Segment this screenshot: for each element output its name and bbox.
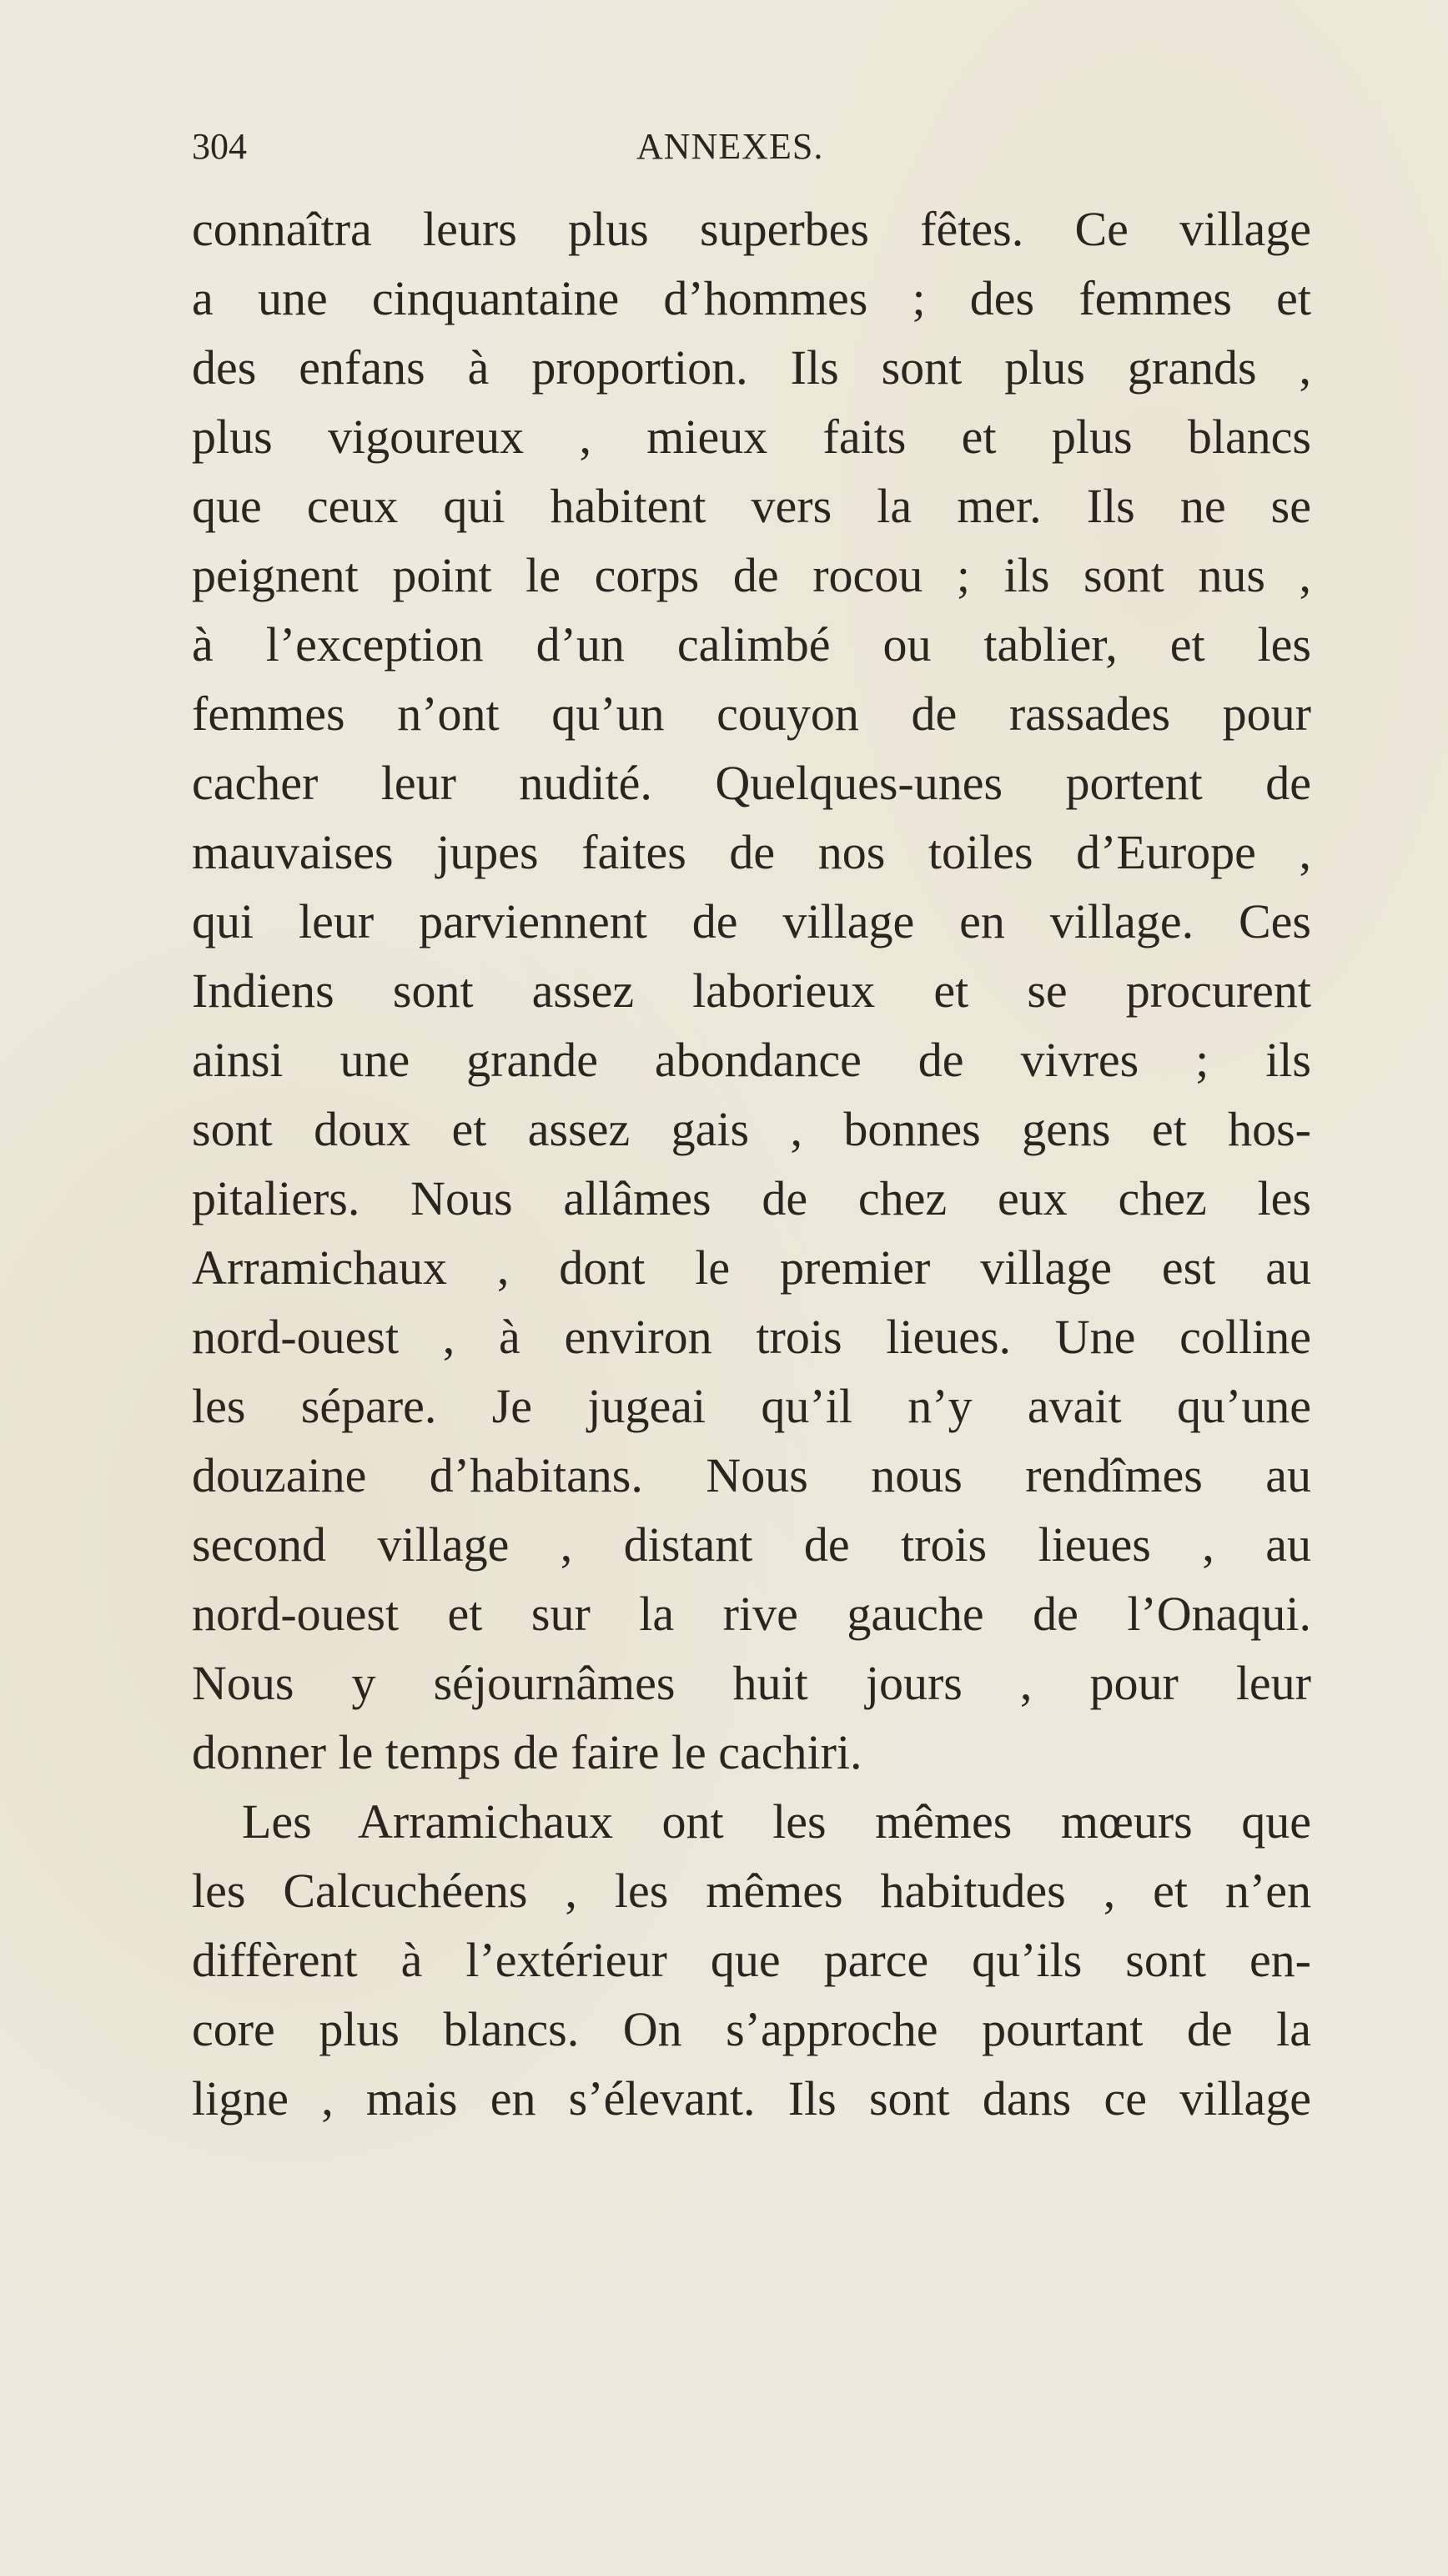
text-line: diffèrent à l’extérieur que parce qu’ils sont en- [192, 1933, 1311, 1987]
body-text [192, 194, 1311, 2133]
text-line: que ceux qui habitent vers la mer. Ils ne se [192, 479, 1311, 533]
text-line: mauvaises jupes faites de nos toiles d’Europe , [192, 825, 1311, 879]
page-header [192, 122, 1311, 172]
text-line: ainsi une grande abondance de vivres ; ils [192, 1033, 1311, 1087]
text-line: a une cinquantaine d’hommes ; des femmes et [192, 271, 1311, 325]
text-line: sont doux et assez gais , bonnes gens et hos- [192, 1102, 1311, 1156]
text-line: connaîtra leurs plus superbes fêtes. Ce village [192, 202, 1311, 256]
running-head: ANNEXES. [636, 126, 824, 167]
text-line: des enfans à proportion. Ils sont plus grands , [192, 340, 1311, 395]
text-line: Indiens sont assez laborieux et se procurent [192, 963, 1311, 1018]
text-line: second village , distant de trois lieues , au [192, 1517, 1311, 1572]
text-line: à l’exception d’un calimbé ou tablier, et les [192, 617, 1311, 672]
text-line: pitaliers. Nous allâmes de chez eux chez les [192, 1171, 1311, 1225]
text-line: cacher leur nudité. Quelques-unes portent de [192, 756, 1311, 810]
text-line: plus vigoureux , mieux faits et plus blancs [192, 410, 1311, 464]
text-line: douzaine d’habitans. Nous nous rendîmes au [192, 1448, 1311, 1502]
text-line: les sépare. Je jugeai qu’il n’y avait qu’une [192, 1379, 1311, 1433]
text-line: Les Arramichaux ont les mêmes mœurs que [242, 1794, 1311, 1849]
text-line: Nous y séjournâmes huit jours , pour leur [192, 1656, 1311, 1710]
text-line: femmes n’ont qu’un couyon de rassades pour [192, 687, 1311, 741]
text-line: core plus blancs. On s’approche pourtant de la [192, 2002, 1311, 2056]
page-number: 304 [192, 126, 247, 167]
text-line: qui leur parviennent de village en village. Ces [192, 894, 1311, 948]
text-line: peignent point le corps de rocou ; ils sont nus , [192, 548, 1311, 602]
text-line: nord-ouest et sur la rive gauche de l’Onaqui. [192, 1587, 1311, 1641]
text-line: les Calcuchéens , les mêmes habitudes , et n’en [192, 1864, 1311, 1918]
text-line: nord-ouest , à environ trois lieues. Une colline [192, 1310, 1311, 1364]
text-line: ligne , mais en s’élevant. Ils sont dans ce village [192, 2071, 1311, 2126]
text-line: donner le temps de faire le cachiri. [192, 1725, 862, 1779]
text-line: Arramichaux , dont le premier village est au [192, 1240, 1311, 1295]
